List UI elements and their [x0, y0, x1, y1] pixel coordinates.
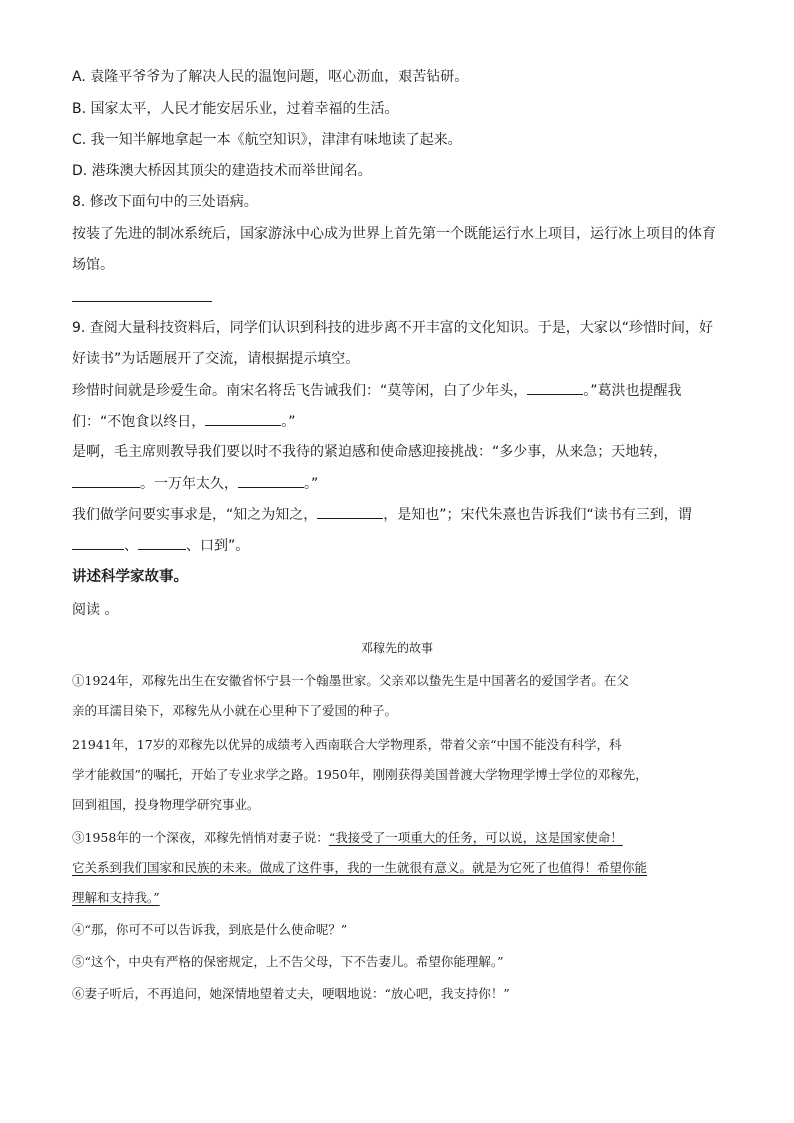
- question-9-line-1: 9. 查阅大量科技资料后，同学们认识到科技的进步离不开丰富的文化知识。于是，大家以“珍惜时间，好: [72, 320, 714, 336]
- question-9-line-3: [72, 380, 722, 401]
- blank-4[interactable]: [238, 473, 304, 488]
- answer-line: [72, 301, 212, 302]
- text-segment: 们：“不饱食以终日，: [72, 414, 206, 430]
- story-p3-line-1: [72, 829, 724, 847]
- read-label: 阅读 。: [72, 602, 119, 618]
- question-9-line-4: [72, 411, 722, 432]
- story-p3-line-2: 它关系到我们国家和民族的未来。做成了这件事，我的一生就很有意义。就是为它死了也值得！希望你能: [72, 860, 648, 875]
- question-9-line-7: [72, 504, 722, 525]
- text-segment: 。一万年太久，: [140, 476, 238, 492]
- story-title: 邓稼先的故事: [360, 641, 433, 655]
- blank-1[interactable]: [527, 380, 583, 395]
- blank-3[interactable]: [72, 473, 140, 488]
- question-9-line-8: [72, 535, 722, 556]
- section-heading: 讲述科学家故事。: [72, 569, 188, 585]
- text-segment: ③1958年的一个深夜，邓稼先悄悄对妻子说：: [72, 830, 329, 845]
- blank-6[interactable]: [72, 535, 124, 550]
- story-p1-line-2: 亲的耳濡目染下，邓稼先从小就在心里种下了爱国的种子。: [72, 703, 398, 718]
- text-segment: 、口到”。: [186, 538, 250, 554]
- option-a: A. 袁隆平爷爷为了解决人民的温饱问题，呕心沥血，艰苦钻研。: [72, 69, 469, 85]
- story-p5: ⑤“这个，中央有严格的保密规定，上不告父母，下不告妻儿。希望你能理解。”: [72, 954, 504, 969]
- question-9-line-2: 好读书”为话题展开了交流，请根据提示填空。: [72, 351, 360, 367]
- text-segment: 。”葛洪也提醒我: [583, 383, 682, 399]
- question-8-sentence-line-2: 场馆。: [72, 257, 114, 273]
- question-9-line-5: 是啊，毛主席则教导我们要以时不我待的紧迫感和使命感迎接挑战：“多少事，从来急；天地转，: [72, 444, 668, 460]
- question-9-line-6: [72, 473, 722, 494]
- text-segment: 我们做学问要实事求是，“知之为知之，: [72, 507, 318, 523]
- underlined-quote: “我接受了一项重大的任务，可以说，这是国家使命！: [328, 830, 623, 845]
- text-segment: 、: [124, 538, 138, 554]
- blank-5[interactable]: [317, 504, 383, 519]
- option-c: C. 我一知半解地拿起一本《航空知识》，津津有味地读了起来。: [72, 132, 462, 148]
- question-8-prompt: 8. 修改下面句中的三处语病。: [72, 194, 258, 210]
- question-8-sentence-line-1: 按装了先进的制冰系统后，国家游泳中心成为世界上首先第一个既能运行水上项目，运行冰上项目的体育: [72, 226, 716, 242]
- text-segment: 。”: [281, 414, 296, 430]
- text-segment: 。”: [304, 476, 319, 492]
- story-p2-line-2: 学才能救国”的嘱托，开始了专业求学之路。1950年，刚刚获得美国普渡大学物理学博士学位的邓稼先，: [72, 767, 648, 782]
- text-segment: 珍惜时间就是珍爱生命。南宋名将岳飞告诫我们：“莫等闲，白了少年头，: [72, 383, 528, 399]
- story-p2-line-1: 21941年，17岁的邓稼先以优异的成绩考入西南联合大学物理系，带着父亲“中国不能没有科学，科: [72, 737, 622, 752]
- text-segment: ，是知也”；宋代朱熹也告诉我们“读书有三到，谓: [383, 507, 692, 523]
- story-p4: ④“那，你可不可以告诉我，到底是什么使命呢？”: [72, 922, 348, 937]
- story-p2-line-3: 回到祖国，投身物理学研究事业。: [72, 797, 260, 812]
- blank-7[interactable]: [138, 535, 186, 550]
- story-p1-line-1: ①1924年，邓稼先出生在安徽省怀宁县一个翰墨世家。父亲邓以蛰先生是中国著名的爱国学者。在父: [72, 673, 629, 688]
- story-p3-line-3: 理解和支持我。”: [72, 890, 160, 905]
- option-b: B. 国家太平，人民才能安居乐业，过着幸福的生活。: [72, 101, 399, 117]
- story-p6: ⑥妻子听后，不再追问，她深情地望着丈夫，哽咽地说：“放心吧，我支持你！”: [72, 986, 510, 1001]
- blank-2[interactable]: [205, 411, 281, 426]
- option-d: D. 港珠澳大桥因其顶尖的建造技术而举世闻名。: [72, 163, 372, 179]
